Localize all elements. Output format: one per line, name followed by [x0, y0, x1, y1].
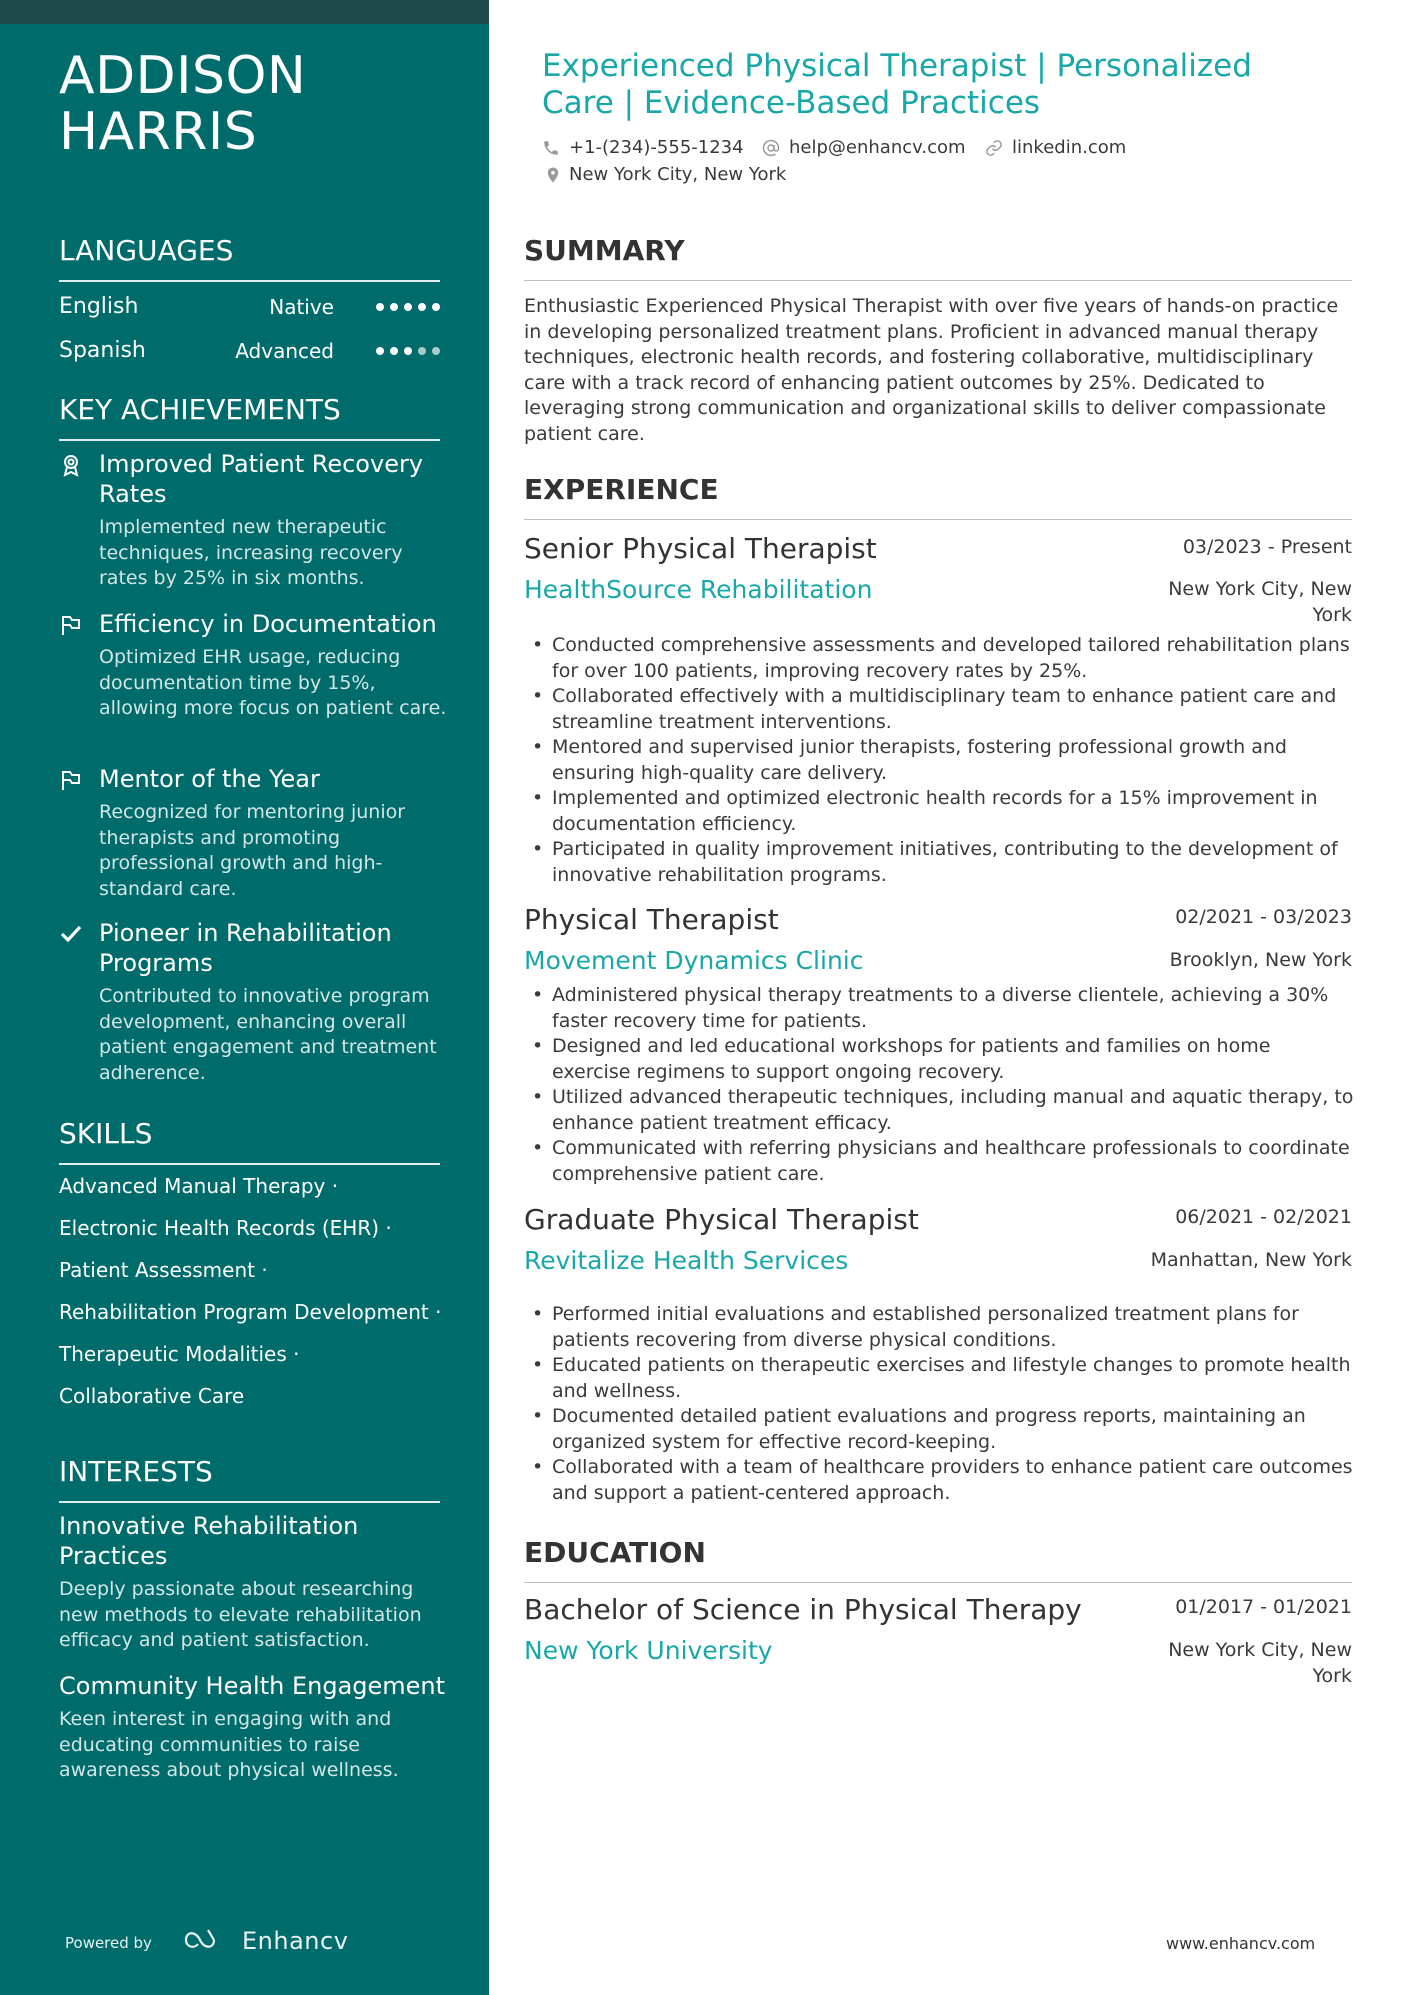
interest-title: Innovative Rehabilitation Practices	[59, 1512, 359, 1570]
achievement-item	[59, 449, 449, 592]
contact-linkedin[interactable]: linkedin.com	[1012, 137, 1127, 158]
flag-icon	[59, 768, 83, 792]
name-line-2: HARRIS	[59, 102, 258, 162]
achievement-item	[59, 609, 449, 722]
job-bullet: • Mentored and supervised junior therapists, fostering professional growth and ensuring high-quality care delivery.	[524, 735, 1354, 786]
interests-heading: INTERESTS	[59, 1455, 440, 1503]
job-bullet: • Designed and led educational workshops for patients and families on home exercise regimens to support ongoing recovery.	[524, 1034, 1354, 1085]
skill-item: Patient Assessment ·	[59, 1258, 268, 1282]
job-location: New York City, New York	[1168, 578, 1352, 626]
languages-heading: LANGUAGES	[59, 234, 440, 282]
job-company: Movement Dynamics Clinic	[524, 946, 864, 975]
job-title: Senior Physical Therapist	[524, 532, 877, 565]
education-dates: 01/2017 - 01/2021	[1175, 1596, 1352, 1618]
skill-item: Therapeutic Modalities ·	[59, 1342, 300, 1366]
job-bullet: • Participated in quality improvement initiatives, contributing to the development of innovative rehabilitation programs.	[524, 837, 1354, 888]
skill-item: Collaborative Care	[59, 1384, 245, 1408]
summary-text: Enthusiastic Experienced Physical Therapist with over five years of hands-on practice in developing personalized treatment plans. Proficient in advanced manual therapy techniques, electronic health records, and fostering collaborative, multidisciplinary care with a track record of enhancing patient outcomes by 25%. Dedicated to leveraging strong communication and organizational skills to deliver compassionate patient care.	[524, 295, 1339, 445]
job-bullet: • Implemented and optimized electronic health records for a 15% improvement in documentation efficiency.	[524, 786, 1354, 837]
achievement-item	[59, 764, 449, 902]
achievement-item	[59, 918, 449, 1086]
skill-item: Advanced Manual Therapy ·	[59, 1174, 339, 1198]
job-dates: 06/2021 - 02/2021	[1175, 1206, 1352, 1228]
flag-icon	[59, 613, 83, 637]
interest-title: Community Health Engagement	[59, 1672, 446, 1700]
phone-icon	[542, 139, 560, 157]
contact-email[interactable]: help@enhancv.com	[789, 137, 966, 158]
job-bullet: • Utilized advanced therapeutic techniques, including manual and aquatic therapy, to enhance patient treatment efficacy.	[524, 1085, 1354, 1136]
achievement-title: Improved Patient Recovery Rates	[99, 450, 424, 508]
at-icon	[762, 139, 780, 157]
sidebar	[0, 0, 489, 1995]
achievement-title: Efficiency in Documentation	[99, 610, 437, 638]
contact-location: New York City, New York	[569, 164, 787, 185]
enhancv-brand-name: Enhancv	[242, 1927, 349, 1955]
language-level: Native	[269, 295, 334, 319]
achievement-description: Contributed to innovative program development, enhancing overall patient engagement and treatment adherence.	[99, 985, 437, 1084]
job-title: Graduate Physical Therapist	[524, 1203, 919, 1236]
skill-item: Electronic Health Records (EHR) ·	[59, 1216, 392, 1240]
job-title: Physical Therapist	[524, 903, 779, 936]
rating-dot-filled	[390, 303, 398, 311]
rating-dot-filled	[432, 303, 440, 311]
sidebar-top-bar	[0, 0, 489, 24]
job-bullet: • Documented detailed patient evaluations and progress reports, maintaining an organized system for effective record-keeping.	[524, 1404, 1354, 1455]
rating-dot-filled	[404, 347, 412, 355]
location-pin-icon	[544, 166, 562, 184]
education-location: New York City, New York	[1168, 1639, 1352, 1687]
experience-heading: EXPERIENCE	[524, 473, 1352, 520]
job-bullets	[524, 633, 1354, 888]
enhancv-logo-icon	[184, 1926, 216, 1954]
achievement-description: Recognized for mentoring junior therapists and promoting professional growth and high-standard care.	[99, 801, 406, 900]
name-line-1: ADDISON	[59, 46, 307, 106]
job-bullet: • Collaborated effectively with a multidisciplinary team to enhance patient care and streamline treatment interventions.	[524, 684, 1354, 735]
interest-item	[59, 1511, 449, 1654]
checkmark-icon	[59, 922, 83, 946]
job-bullet: • Conducted comprehensive assessments and developed tailored rehabilitation plans for over 100 patients, improving recovery rates by 25%.	[524, 633, 1354, 684]
degree-title: Bachelor of Science in Physical Therapy	[524, 1593, 1082, 1626]
job-bullet: • Collaborated with a team of healthcare providers to enhance patient care outcomes and support a patient-centered approach.	[524, 1455, 1354, 1506]
skill-item: Rehabilitation Program Development ·	[59, 1300, 442, 1324]
job-bullets	[524, 1302, 1354, 1506]
language-name: Spanish	[59, 338, 146, 363]
language-row-english	[59, 292, 440, 322]
achievement-description: Implemented new therapeutic techniques, increasing recovery rates by 25% in six months.	[99, 516, 403, 589]
job-location: Brooklyn, New York	[1169, 949, 1352, 971]
language-rating	[370, 303, 440, 312]
rating-dot-empty	[432, 347, 440, 355]
contact-phone: +1-(234)-555-1234	[569, 137, 744, 158]
headline: Experienced Physical Therapist | Personalized Care | Evidence-Based Practices	[542, 48, 1252, 121]
school-name: New York University	[524, 1636, 773, 1665]
interest-item	[59, 1671, 449, 1784]
job-bullet: • Performed initial evaluations and established personalized treatment plans for patients recovering from diverse physical conditions.	[524, 1302, 1354, 1353]
job-dates: 03/2023 - Present	[1182, 536, 1352, 558]
job-company: HealthSource Rehabilitation	[524, 575, 873, 604]
award-ribbon-icon	[59, 453, 83, 477]
achievement-title: Mentor of the Year	[99, 765, 320, 793]
footer-website-link[interactable]: www.enhancv.com	[1166, 1934, 1316, 1953]
language-row-spanish	[59, 336, 440, 366]
rating-dot-filled	[390, 347, 398, 355]
link-icon	[985, 139, 1003, 157]
job-bullet: • Educated patients on therapeutic exercises and lifestyle changes to promote health and wellness.	[524, 1353, 1354, 1404]
job-bullet: • Communicated with referring physicians and healthcare professionals to coordinate comprehensive patient care.	[524, 1136, 1354, 1187]
powered-by-label: Powered by	[65, 1934, 152, 1952]
key-achievements-heading: KEY ACHIEVEMENTS	[59, 393, 440, 441]
achievement-title: Pioneer in Rehabilitation Programs	[99, 919, 392, 977]
skills-heading: SKILLS	[59, 1117, 440, 1165]
job-bullet: • Administered physical therapy treatments to a diverse clientele, achieving a 30% faster recovery time for patients.	[524, 983, 1354, 1034]
candidate-name	[59, 48, 306, 160]
language-level: Advanced	[235, 339, 334, 363]
achievement-description: Optimized EHR usage, reducing documentation time by 15%, allowing more focus on patient care.	[99, 646, 447, 719]
rating-dot-filled	[376, 303, 384, 311]
interest-description: Deeply passionate about researching new methods to elevate rehabilitation efficacy and patient satisfaction.	[59, 1578, 422, 1651]
job-location: Manhattan, New York	[1150, 1249, 1352, 1271]
summary-heading: SUMMARY	[524, 234, 1352, 281]
education-heading: EDUCATION	[524, 1536, 1352, 1583]
rating-dot-filled	[418, 303, 426, 311]
rating-dot-filled	[404, 303, 412, 311]
language-name: English	[59, 294, 139, 319]
job-bullets	[524, 983, 1354, 1187]
interest-description: Keen interest in engaging with and educating communities to raise awareness about physical wellness.	[59, 1708, 399, 1781]
rating-dot-empty	[418, 347, 426, 355]
job-dates: 02/2021 - 03/2023	[1175, 906, 1352, 928]
job-company: Revitalize Health Services	[524, 1246, 849, 1275]
language-rating	[370, 347, 440, 356]
rating-dot-filled	[376, 347, 384, 355]
